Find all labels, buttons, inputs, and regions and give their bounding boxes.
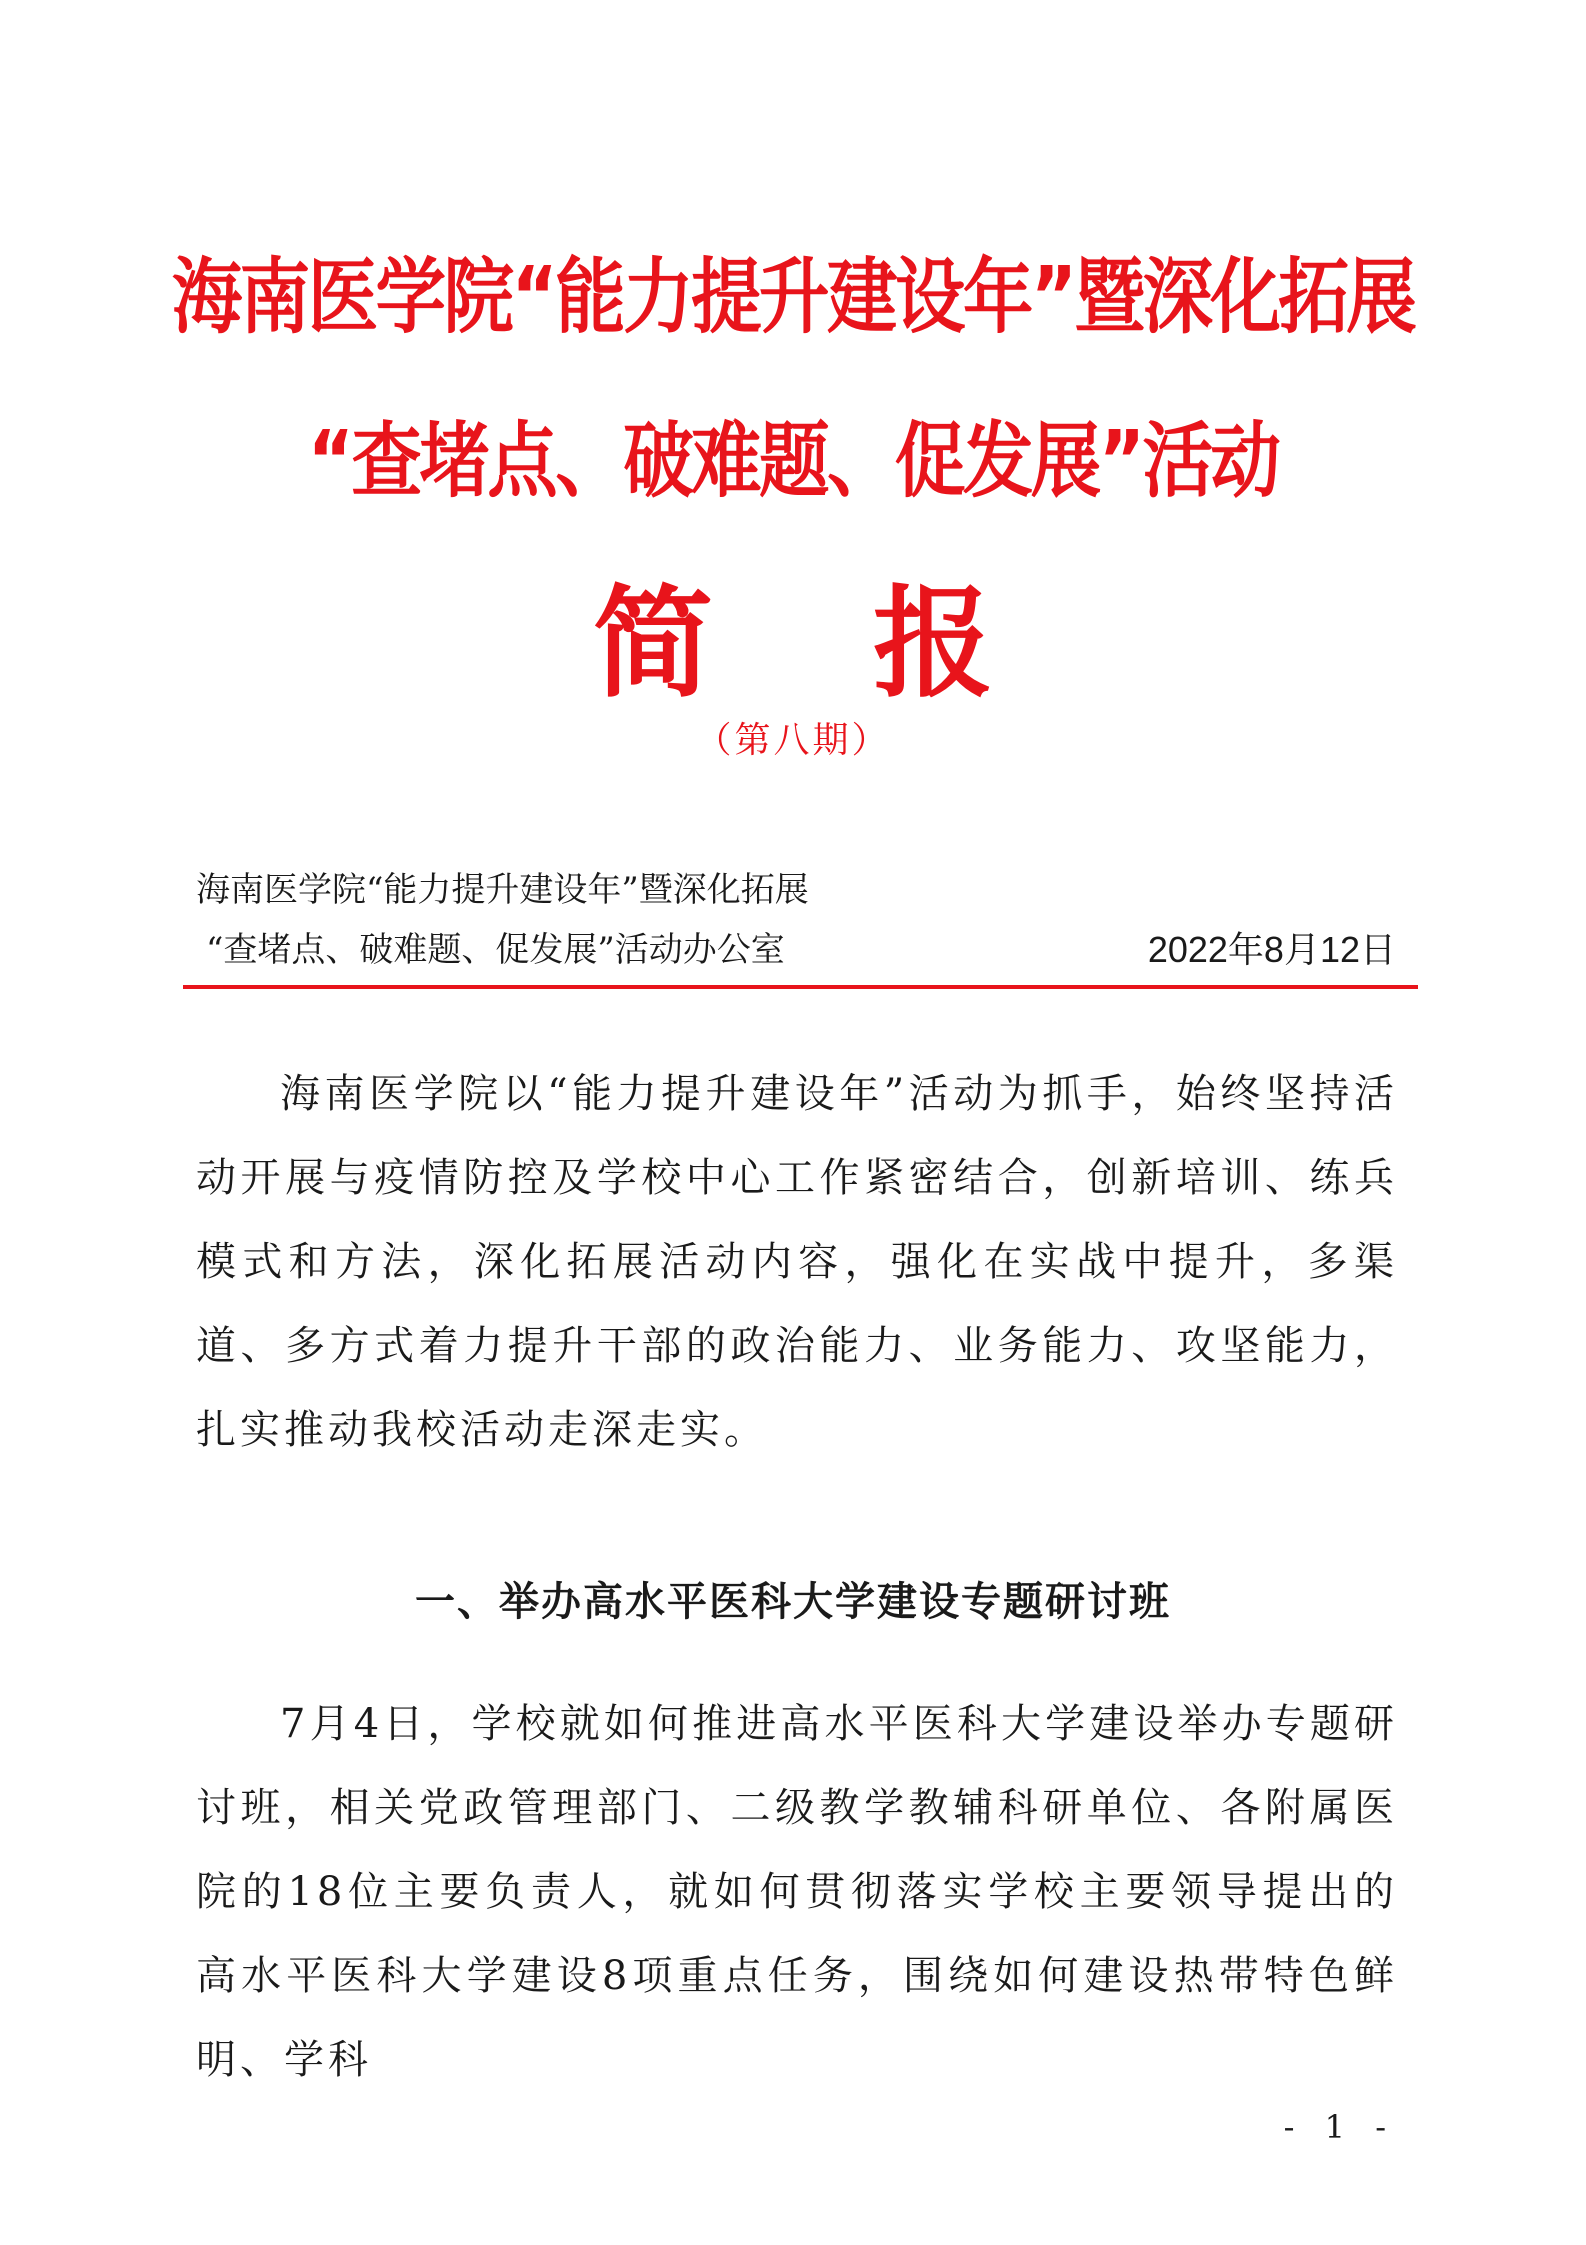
bulletin-title-line-2: “查堵点、破难题、促发展”活动 xyxy=(307,414,1279,509)
intro-paragraph: 海南医学院以“能力提升建设年”活动为抓手，始终坚持活动开展与疫情防控及学校中心工作紧密结合，创新培训、练兵模式和方法，深化拓展活动内容，强化在实战中提升，多渠道、多方式着力提升干部的政治能力、业务能力、攻坚能力，扎实推动我校活动走深走实。 xyxy=(196,1071,1398,1453)
bulletin-title-line-1: 海南医学院“能力提升建设年”暨深化拓展 xyxy=(171,250,1415,345)
issuer-line-1: 海南医学院“能力提升建设年”暨深化拓展 xyxy=(196,870,809,910)
section-paragraph: 7月4日，学校就如何推进高水平医科大学建设举办专题研讨班，相关党政管理部门、二级教学教辅科研单位、各附属医院的18位主要负责人，就如何贯彻落实学校主要领导提出的高水平医科大学建设8项重点任务，围绕如何建设热带特色鲜明、学科 xyxy=(196,1701,1398,2083)
red-divider xyxy=(183,985,1418,989)
issue-number: （第八期） xyxy=(695,720,891,761)
page-number: - 1 - xyxy=(1283,2108,1396,2146)
section-heading: 一、举办高水平医科大学建设专题研讨班 xyxy=(415,1578,1171,1625)
issuer-line-2: “查堵点、破难题、促发展”活动办公室 xyxy=(206,930,785,970)
bulletin-title-main: 简报 xyxy=(593,575,1153,714)
issue-date: 2022年8月12日 xyxy=(1147,929,1396,970)
